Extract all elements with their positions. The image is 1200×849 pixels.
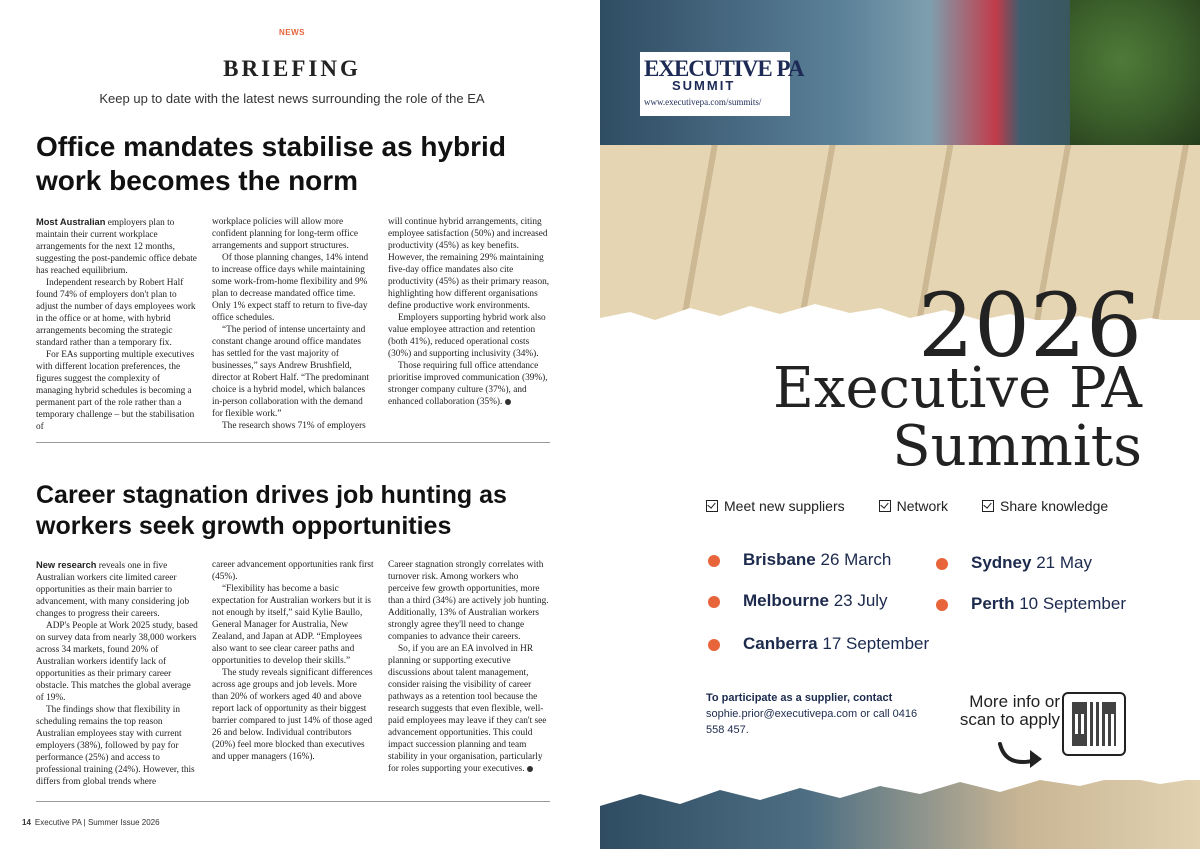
publication-name: Executive PA | Summer Issue 2026 xyxy=(34,818,160,827)
location-dot-icon xyxy=(708,555,720,567)
feature-item: Meet new suppliers xyxy=(706,498,845,514)
end-mark-icon xyxy=(527,766,533,772)
paragraph: Of those planning changes, 14% intend to increase office days while maintaining some work-from-home flexibility and 9% plan to decrease mandated office time. Only 1% expect staff to return to five-day office schedules. xyxy=(212,253,369,323)
article1-headline: Office mandates stabilise as hybrid work becomes the norm xyxy=(36,131,506,196)
qr-code-icon[interactable] xyxy=(1062,692,1126,756)
city-canberra: Canberra 17 September xyxy=(743,634,930,653)
logo-wordmark: EXECUTIVE PA xyxy=(644,56,804,81)
article2-col3 xyxy=(388,559,550,788)
trees-image xyxy=(1070,0,1200,150)
article1-col1 xyxy=(36,216,198,433)
hero-photo xyxy=(600,0,1200,320)
paragraph: Those requiring full office attendance prioritise improved communication (39%), stronger company culture (37%), and enhanced collaboration (35%). xyxy=(388,361,548,407)
paragraph: So, if you are an EA involved in HR planning or supporting executive discussions about talent management, consider raising the visibility of career pathways as a retention tool because the research suggests that even flexible, well-paid employees may leave if they can't see advancement opportunities. This could impact succession planning and team stability in your organisation, particularly for roles supporting your executives. xyxy=(388,644,547,774)
location-dot-icon xyxy=(936,599,948,611)
cta-text: More info or scan to apply xyxy=(959,692,1060,729)
paragraph: New research reveals one in five Australian workers cite limited career opportunities as their main barrier to advancement, with many considering job changes to progress their careers. xyxy=(36,560,190,619)
article1-col3 xyxy=(388,216,550,433)
article1-lead: Most Australian xyxy=(36,217,106,227)
article2-body xyxy=(36,559,550,788)
supplier-contact xyxy=(706,690,926,738)
paragraph: The study reveals significant differences across age groups and job levels. More than 20% of workers aged 40 and above report lack of opportunity as their biggest barrier compared to just 14% of those aged 26 and below. Individual contributors (20%) feel more blocked than executives and upper managers (16%). xyxy=(212,668,373,762)
location-dot-icon xyxy=(708,596,720,608)
checkbox-icon xyxy=(982,500,994,512)
news-tag: NEWS xyxy=(279,28,305,37)
paragraph: will continue hybrid arrangements, citing employee satisfaction (50%) and increased productivity (45%) as key benefits. However, the remaining 29% maintaining five-day office mandates also cite productivity (45%) as their primary reason, highlighting how different organisations define productive work environments. xyxy=(388,217,550,311)
event-title-line2: Summits xyxy=(892,414,1142,479)
city-brisbane: Brisbane 26 March xyxy=(743,550,892,569)
paragraph: “Flexibility has become a basic expectation for Australian workers but it is not enough by itself,” said Kylie Baullo, General Manager for Australia, New Zealand, and Japan at ADP. “Employees also want to see clear career paths and opportunities to develop their skills.” xyxy=(212,584,372,666)
city-perth: Perth 10 September xyxy=(971,594,1126,613)
logo-subtitle: SUMMIT xyxy=(672,78,736,93)
article2-col2 xyxy=(212,559,374,788)
feature-item: Share knowledge xyxy=(982,498,1108,514)
article1-col2 xyxy=(212,216,374,433)
article2-headline: Career stagnation drives job hunting as workers seek growth opportunities xyxy=(36,481,507,540)
paragraph: Most Australian employers plan to maintain their current workplace arrangements for the next 12 months, suggesting the post-pandemic office debate has reached equilibrium. xyxy=(36,217,197,276)
checkbox-icon xyxy=(706,500,718,512)
paragraph: For EAs supporting multiple executives with different location preferences, the figures suggest the complexity of managing hybrid schedules is becoming a permanent part of the role rather than a temporary challenge – but the stabilisation of xyxy=(36,350,195,432)
contact-details[interactable]: sophie.prior@executivepa.com or call 0416 558 457. xyxy=(706,708,918,736)
article2-lead: New research xyxy=(36,560,97,570)
paragraph: workplace policies will allow more confident planning for long-term office arrangements and support structures. xyxy=(212,217,358,251)
divider xyxy=(36,442,550,443)
divider xyxy=(36,801,550,802)
contact-title: To participate as a supplier, contact xyxy=(706,692,893,704)
right-page xyxy=(600,0,1200,849)
paragraph: ADP's People at Work 2025 study, based on survey data from nearly 38,000 workers across 34 markets, found 20% of Australian workers identify lack of opportunities as their primary career obstacle. This matches the global average of 19%. xyxy=(36,621,198,703)
folio xyxy=(22,818,160,827)
paragraph: The findings show that flexibility in scheduling remains the top reason Australian employees stay with current employers (38%), followed by pay for performance (25%) and access to professional training (24%). However, this differs from global trends where xyxy=(36,705,195,787)
article1-body xyxy=(36,216,550,433)
event-year: 2026 xyxy=(918,274,1142,377)
page-number: 14 xyxy=(22,818,31,827)
city-melbourne: Melbourne 23 July xyxy=(743,591,888,610)
paragraph: Career stagnation strongly correlates with turnover risk. Among workers who perceive few growth opportunities, more than a third (34%) are actively job hunting. Additionally, 13% of Australian workers strongly agree they'll need to change companies to advance their careers. xyxy=(388,560,549,642)
event-title-line1: Executive PA xyxy=(772,356,1142,421)
paragraph: Independent research by Robert Half found 74% of employers don't plan to adjust the number of days employees work in the office or at home, with hybrid arrangements becoming the strategic standard rather than a temporary fix. xyxy=(36,278,196,348)
paragraph: Employers supporting hybrid work also value employee attraction and retention (both 41%), reduced operational costs (30%) and supporting inclusivity (34%). xyxy=(388,313,546,359)
paragraph: “The period of intense uncertainty and constant change around office mandates has settled for the vast majority of businesses,” says Andrew Brushfield, director at Robert Half. “The predominant choice is a hybrid model, which balances in-person collaboration with the demand for flexible work.” xyxy=(212,325,369,419)
checkbox-icon xyxy=(879,500,891,512)
torn-paper-edge-bottom xyxy=(600,770,1200,810)
logo-url[interactable]: www.executivepa.com/summits/ xyxy=(644,97,762,107)
paragraph: The research shows 71% of employers xyxy=(222,421,366,431)
location-dot-icon xyxy=(708,639,720,651)
paragraph: career advancement opportunities rank first (45%). xyxy=(212,560,374,582)
location-dot-icon xyxy=(936,558,948,570)
city-sydney: Sydney 21 May xyxy=(971,553,1092,572)
article2-col1 xyxy=(36,559,198,788)
section-subtitle: Keep up to date with the latest news surrounding the role of the EA xyxy=(99,91,485,106)
section-title: BRIEFING xyxy=(223,56,361,81)
end-mark-icon xyxy=(505,399,511,405)
feature-list xyxy=(706,498,1186,514)
feature-item: Network xyxy=(879,498,948,514)
